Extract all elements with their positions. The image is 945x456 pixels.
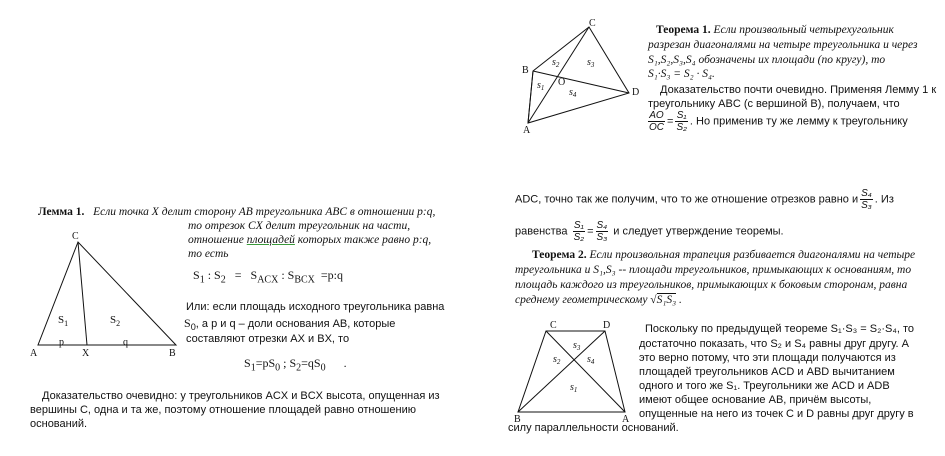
fig1-label-o: O [558,77,566,88]
fig2-label-x: X [82,348,90,359]
frac-s1-s2: $\frac{\text{S₁}}{\text{S₂}}$ [676,110,687,133]
triangle-figure [28,228,193,363]
fig2-label-s2: $S_2$ [110,314,121,328]
theorem2-proof-4: площадей треугольников ACD и ABD вычитанием [639,366,895,378]
fig2-label-b: B [169,348,176,359]
lemma1-proof-2: вершины C, одна и та же, поэтому отношение площадей равно отношению [30,404,416,416]
lemma1-title: Лемма 1. [38,206,85,218]
theorem2-proof-2: достаточно показать, что S₂ и S₄ равны друг другу. А [639,338,909,350]
fig3-label-s1: $s_1$ [570,382,578,394]
fig1-label-s1: $s_1$ [537,80,545,92]
frac-eq-right: $\frac{\text{S₄}}{\text{S₃}}$ [596,220,608,243]
fig2-label-a: A [30,348,38,359]
fig1-label-s4: $s_4$ [569,87,577,99]
lemma1-proof-1: Доказательство очевидно: у треугольников ACX и BCX высота, опущенная из [42,390,440,402]
theorem1-statement-3: S₁,S₂,S₃,S₄ обозначены их площади (по кругу), то [648,54,886,66]
frac-ao-oc: $\frac{AO}{OC}$ [649,110,664,133]
lemma1-proof-3: оснований. [30,418,88,430]
theorem2-proof-8: силу параллельности оснований. [508,422,679,434]
theorem1-continued-2: равенства $\frac{\text{S₁}}{\text{S₂}}$ = $\frac{\text{S₄}}{\text{S₃}}$ и следует утверждение теоремы. [515,220,784,243]
fig2-label-c: C [72,231,79,242]
fig1-label-s2: $s_2$ [552,57,560,69]
fig3-label-a: A [622,414,630,423]
frac-s4-s3: $\frac{\text{S₄}}{\text{S₃}}$ [861,188,872,211]
fig3-label-c: C [550,320,557,331]
quadrilateral-figure [515,15,645,135]
theorem1-statement-2: разрезан диагоналями на четыре треугольника и через [648,39,918,51]
fig3-label-d: D [603,320,611,331]
theorem1-proof-1: Доказательство почти очевидно. Применяя Лемму 1 к [660,84,937,96]
theorem1-title: Теорема 1. [656,24,711,36]
theorem1-proof-3: $\frac{AO}{OC}$ = $\frac{\text{S₁}}{\text{S₂}}$ . Но применив ту же лемму к треугольнику [649,110,908,133]
theorem2-proof-7: опущенные на него из точек C и D равны друг другу в [639,408,914,420]
lemma1-statement-3: отношение площадей которых также равно p:q, [188,234,432,246]
lemma1-statement-1: Если точка X делит сторону AB треугольника ABC в отношении p:q, [93,206,436,218]
fig2-label-s1: $S_1$ [58,314,69,328]
frac-eq-left: $\frac{\text{S₁}}{\text{S₂}}$ [573,220,585,243]
fig2-label-q: q [123,337,128,348]
theorem1-statement-1: Если произвольный четырехугольник [713,24,894,36]
lemma1-line-1 [38,205,435,220]
theorem2-statement-4: среднему геометрическому √S₁S₃ . [515,294,682,306]
theorem2-line-1 [532,248,915,263]
theorem2-proof-5: одного и того же S₁. Треугольники же ACD и ADB [639,380,890,392]
fig1-label-s3: $s_3$ [587,57,595,69]
lemma1-or-3: составляют отрезки AX и BX, то [186,333,350,345]
theorem2-proof-1: Поскольку по предыдущей теореме S₁·S₃ = S₂·S₄, то [645,323,914,335]
trapezoid-figure [510,318,635,423]
lemma1-ratio-formula: $S_1$ : $S_2$ = $S_{ACX}$ : $S_{BCX}$ =p:q [193,268,344,286]
theorem1-proof-2: треугольнику ABC (с вершиной B), получаем, что [648,98,900,110]
fig3-label-s4: $s_4$ [587,354,595,366]
lemma1-statement-2: то отрезок CX делит треугольник на части, [188,220,411,232]
fig1-label-d: D [632,87,640,98]
fig1-label-c: C [589,18,596,29]
theorem2-statement-1: Если произвольная трапеция разбивается диагоналями на четыре [589,249,916,261]
lemma1-or-1: Или: если площадь исходного треугольника равна [186,301,445,313]
fig3-label-b: B [514,414,521,423]
theorem2-proof-6: имеют общее основание AB, причём высоты, [639,394,872,406]
theorem1-line-1 [656,23,894,38]
fig1-label-b: B [522,65,529,76]
lemma1-or-2: $S_0$, а р и q – доли основания AB, которые [184,316,396,333]
theorem2-statement-3: площадь каждого из треугольников, примыкающих к боковым сторонам, равна [515,279,908,291]
lemma1-share-formula: $S_1=pS_0$ ; $S_2=qS_0$ . [244,356,347,374]
theorem2-statement-2: треугольника и S₁,S₃ -- площади треугольников, примыкающих к основаниям, то [515,264,912,276]
fig3-label-s3: $s_3$ [573,340,581,352]
lemma1-statement-6: то есть [188,248,229,260]
fig1-label-a: A [523,125,531,135]
lemma1-underlined-word: площадей [246,234,295,246]
theorem1-statement-4: S₁·S₃ = S₂ · S₄. [648,68,715,80]
fig2-label-p: p [59,337,64,348]
fig3-label-s2: $s_2$ [553,354,561,366]
theorem2-proof-3: это верно потому, что эти площади получаются из [639,352,896,364]
theorem2-title: Теорема 2. [532,249,587,261]
sqrt-s1s3: √S₁S₃ [650,294,677,306]
theorem1-continued-1: ADC, точно так же получим, что то же отношение отрезков равно и $\frac{\text{S₄}}{\text{S₃}}$ . Из [515,188,894,211]
